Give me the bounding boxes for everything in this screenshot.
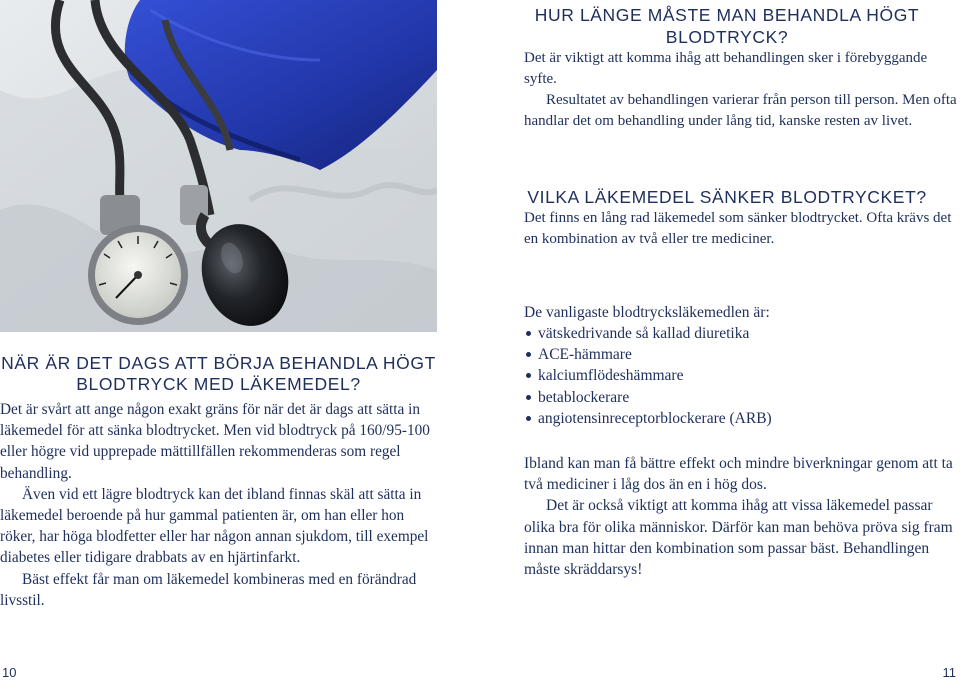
list-item: ACE-hämmare: [524, 344, 960, 365]
paragraph: Resultatet av behandlingen varierar från person till person. Men ofta handlar det om behandling under lång tid, kanske resten av livet.: [524, 92, 957, 129]
treatment-duration-section: [524, 4, 960, 132]
paragraph: Bäst effekt får man om läkemedel kombineras med en förändrad livsstil.: [0, 570, 417, 609]
page-number-left: 10: [2, 665, 17, 680]
paragraph: Även vid ett lägre blodtryck kan det ibland finnas skäl att sätta in läkemedel beroende på hur gammal patienten är, om han eller hon röker, har höga blodfetter eller har någon annan sjukdom, till exempel diabetes eller tidigare drabbats av en hjärtinfarkt.: [0, 485, 429, 567]
section-heading: NÄR ÄR DET DAGS ATT BÖRJA BEHANDLA HÖGT BLODTRYCK MED LÄKEMEDEL?: [1, 353, 436, 394]
left-section: [0, 353, 437, 611]
list-intro: De vanligaste blodtrycksläkemedlen är:: [524, 304, 770, 321]
medication-section: [524, 186, 960, 250]
paragraph: Det är viktigt att komma ihåg att behandlingen sker i förebyggande syfte.: [524, 50, 928, 87]
paragraph: Det är också viktigt att komma ihåg att vissa läkemedel passar olika bra för olika människor. Därför kan man behöva pröva sig fram innan man hittar den kombination som passar bäst. Behandlingen måste skräddarsys!: [524, 497, 953, 579]
medication-list-section: [524, 302, 960, 429]
paragraph: Ibland kan man få bättre effekt och mindre biverkningar genom att ta två mediciner i låg dos än en i hög dos.: [524, 455, 953, 494]
blood-pressure-photo: [0, 0, 437, 332]
list-item: betablockerare: [524, 387, 960, 408]
list-item: angiotensinreceptorblockerare (ARB): [524, 408, 960, 429]
list-item: vätskedrivande så kallad diuretika: [524, 323, 960, 344]
paragraph: Det finns en lång rad läkemedel som sänker blodtrycket. Ofta krävs det en kombination av två eller tre mediciner.: [524, 210, 952, 247]
section-heading: HUR LÄNGE MÅSTE MAN BEHANDLA HÖGT BLODTRYCK?: [534, 5, 920, 47]
page-number-right: 11: [942, 665, 956, 680]
sphygmomanometer-illustration: [0, 0, 437, 332]
advice-section: [524, 453, 960, 580]
list-item: kalciumflödeshämmare: [524, 365, 960, 386]
paragraph: Det är svårt att ange någon exakt gräns för när det är dags att sätta in läkemedel för att sänka blodtrycket. Men vid blodtryck på 160/95-100 eller högre vid upprepade mättillfällen rekommenderas som regel behandling.: [0, 401, 430, 482]
medication-list: [524, 323, 960, 429]
section-heading: VILKA LÄKEMEDEL SÄNKER BLODTRYCKET?: [527, 187, 927, 207]
